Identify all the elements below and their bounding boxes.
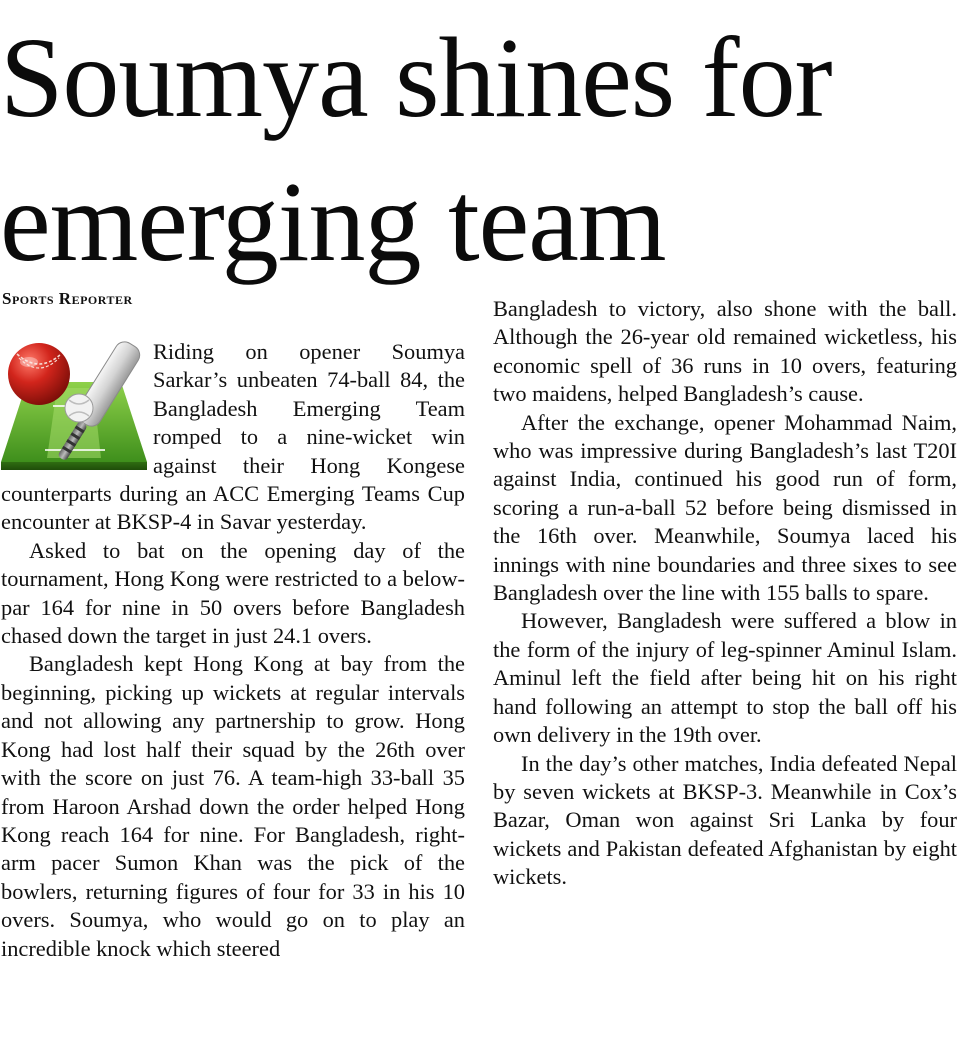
paragraph-2: Asked to bat on the opening day of the tournament, Hong Kong were restricted to a below-par 164 for nine in 50 overs before Bangladesh chased down the target in just 24.1 overs. [1,537,465,649]
headline-line-1: Soumya shines for [0,14,832,141]
paragraph-4: After the exchange, opener Mohammad Naim, who was impressive during Bangladesh’s last T20I against India, continued his good run of form, scoring a run-a-ball 52 before being dismissed in the 16th over. Meanwhile, Soumya laced his innings with nine boundaries and three sixes to see Bangladesh over the line with 155 balls to spare. [493,409,957,606]
paragraph-3-continued: Bangladesh to victory, also shone with the ball. Although the 26-year old remained wicketless, his economic spell of 36 runs in 10 overs, featuring two maidens, helped Bangladesh’s cause. [493,296,957,407]
cricket-ball-bat-pitch-icon [1,340,147,480]
paragraph-3: Bangladesh kept Hong Kong at bay from the beginning, picking up wickets at regular intervals and not allowing any partnership to grow. Hong Kong had lost half their squad by the 26th over with the score on just 76. A team-high 33-ball 35 from Haroon Arshad down the order helped Hong Kong reach 164 for nine. For Bangladesh, right-arm pacer Sumon Khan was the pick of the bowlers, returning figures of four for 33 in his 10 overs. Soumya, who would go on to play an incredible knock which steered [1,651,465,961]
byline: Sports Reporter [2,289,133,308]
paragraph-1: Riding on opener Soumya Sarkar’s unbeaten 74-ball 84, the Bangladesh Emerging Team romped to a nine-wicket win against their Hong Kongese counterparts during an ACC Emerging Teams Cup encounter at BKSP-4 in Savar yesterday. [1,339,465,535]
paragraph-5: However, Bangladesh were suffered a blow in the form of the injury of leg-spinner Aminul Islam. Aminul left the field after being hit on his right hand following an attempt to stop the ball off his own delivery in the 19th over. [493,608,957,748]
article-column-right [493,295,957,892]
paragraph-6: In the day’s other matches, India defeated Nepal by seven wickets at BKSP-3. Meanwhile in Cox’s Bazar, Oman won against Sri Lanka by four wickets and Pakistan defeated Afghanistan by eight wickets. [493,750,957,890]
headline-line-2: emerging team [0,158,666,285]
headline [0,6,957,294]
article-column-left [1,338,465,963]
